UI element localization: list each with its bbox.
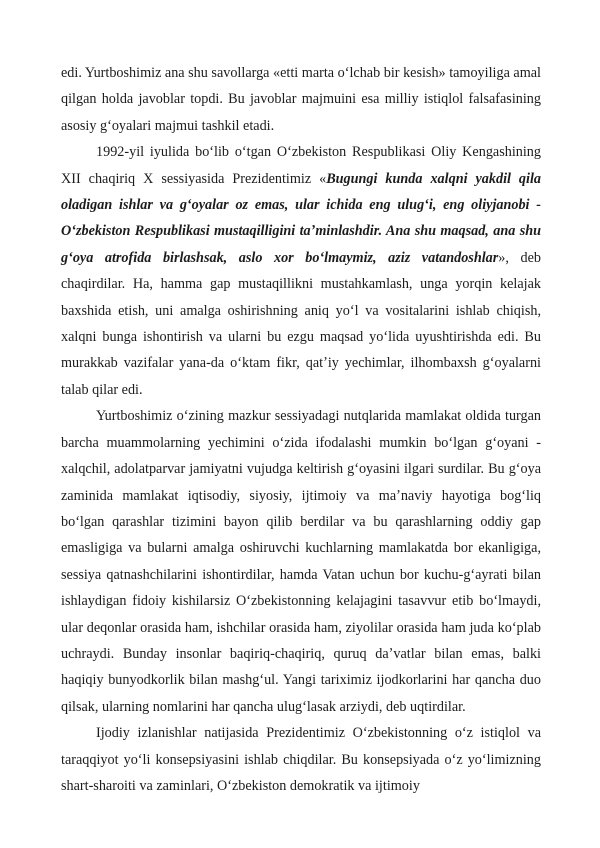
paragraph-2-text-end: », deb chaqirdilar. Ha, hamma gap mustaqillikni mustahkamlash, unga yorqin kelajak baxshida etish, uni amalga oshirishning aniq yoʻl va vositalarini ishlab chiqish, xalqni bunga ishontirish va ularni bu ezgu maqsad yoʻlida uyushtirishda edi. Bu murakkab vazifalar yana-da oʻktam fikr, qatʼiy yechimlar, ilhombaxsh gʻoyalarni talab qilar edi. <box>61 249 541 398</box>
paragraph-3 <box>61 403 541 720</box>
paragraph-3-text: Yurtboshimiz oʻzining mazkur sessiyadagi nutqlarida mamlakat oldida turgan barcha muammolarning yechimini oʻzida ifodalashi mumkin boʻlgan gʻoyani - xalqchil, adolatparvar jamiyatni vujudga keltirish gʻoyasini ilgari surdilar. Bu gʻoya zaminida mamlakat iqtisodiy, siyosiy, ijtimoiy va maʼnaviy hayotiga bogʻliq boʻlgan qarashlar tizimini bayon qilib berdilar va bu qarashlarning oddiy gap emasligiga va bularni amalga oshiruvchi kuchlarning mamlakatda bor ekanligiga, sessiya qatnashchilarini ishontirdilar, hamda Vatan uchun bor kuchu-gʻayrati bilan ishlaydigan fidoiy kishilarsiz Oʻzbekistonning kelajagini tasavvur etib boʻlmaydi, ular deqonlar orasida ham, ishchilar orasida ham, ziyolilar orasida ham juda koʻplab uchraydi. Bunday insonlar baqiriq-chaqiriq, quruq daʼvatlar bilan emas, balki haqiqiy bunyodkorlik bilan mashgʻul. Yangi tariximiz ijodkorlarini har qancha duo qilsak, ularning nomlarini har qancha ulugʻlasak arziydi, deb uqtirdilar. <box>61 408 541 715</box>
paragraph-1-text: edi. Yurtboshimiz ana shu savollarga «etti marta oʻlchab bir kesish» tamoyiliga amal qilgan holda javoblar topdi. Bu javoblar majmuini esa milliy istiqlol falsafasining asosiy gʻoyalari majmui tashkil etadi. <box>61 65 541 134</box>
document-page <box>61 60 541 799</box>
paragraph-4 <box>61 720 541 799</box>
paragraph-1 <box>61 60 541 139</box>
paragraph-2-quote: Bugungi kunda xalqni yakdil qila oladigan ishlar va gʻoyalar oz emas, ular ichida eng ulugʻi, eng oliyjanobi - Oʻzbekiston Respublikasi mustaqilligini taʼminlashdir. Ana shu maqsad, ana shu gʻoya atrofida birlashsak, aslo xor boʻlmaymiz, aziz vatandoshlar <box>61 170 541 266</box>
paragraph-2-text-start: 1992-yil iyulida boʻlib oʻtgan Oʻzbekiston Respublikasi Oliy Kengashining XII chaqiriq X sessiyasida Prezidentimiz « <box>61 144 541 187</box>
paragraph-2 <box>61 139 541 403</box>
paragraph-4-text: Ijodiy izlanishlar natijasida Prezidentimiz Oʻzbekistonning oʻz istiqlol va taraqqiyot yoʻli konsepsiyasini ishlab chiqdilar. Bu konsepsiyada oʻz yoʻlimizning shart-sharoiti va zaminlari, Oʻzbekiston demokratik va ijtimoiy <box>61 725 541 794</box>
